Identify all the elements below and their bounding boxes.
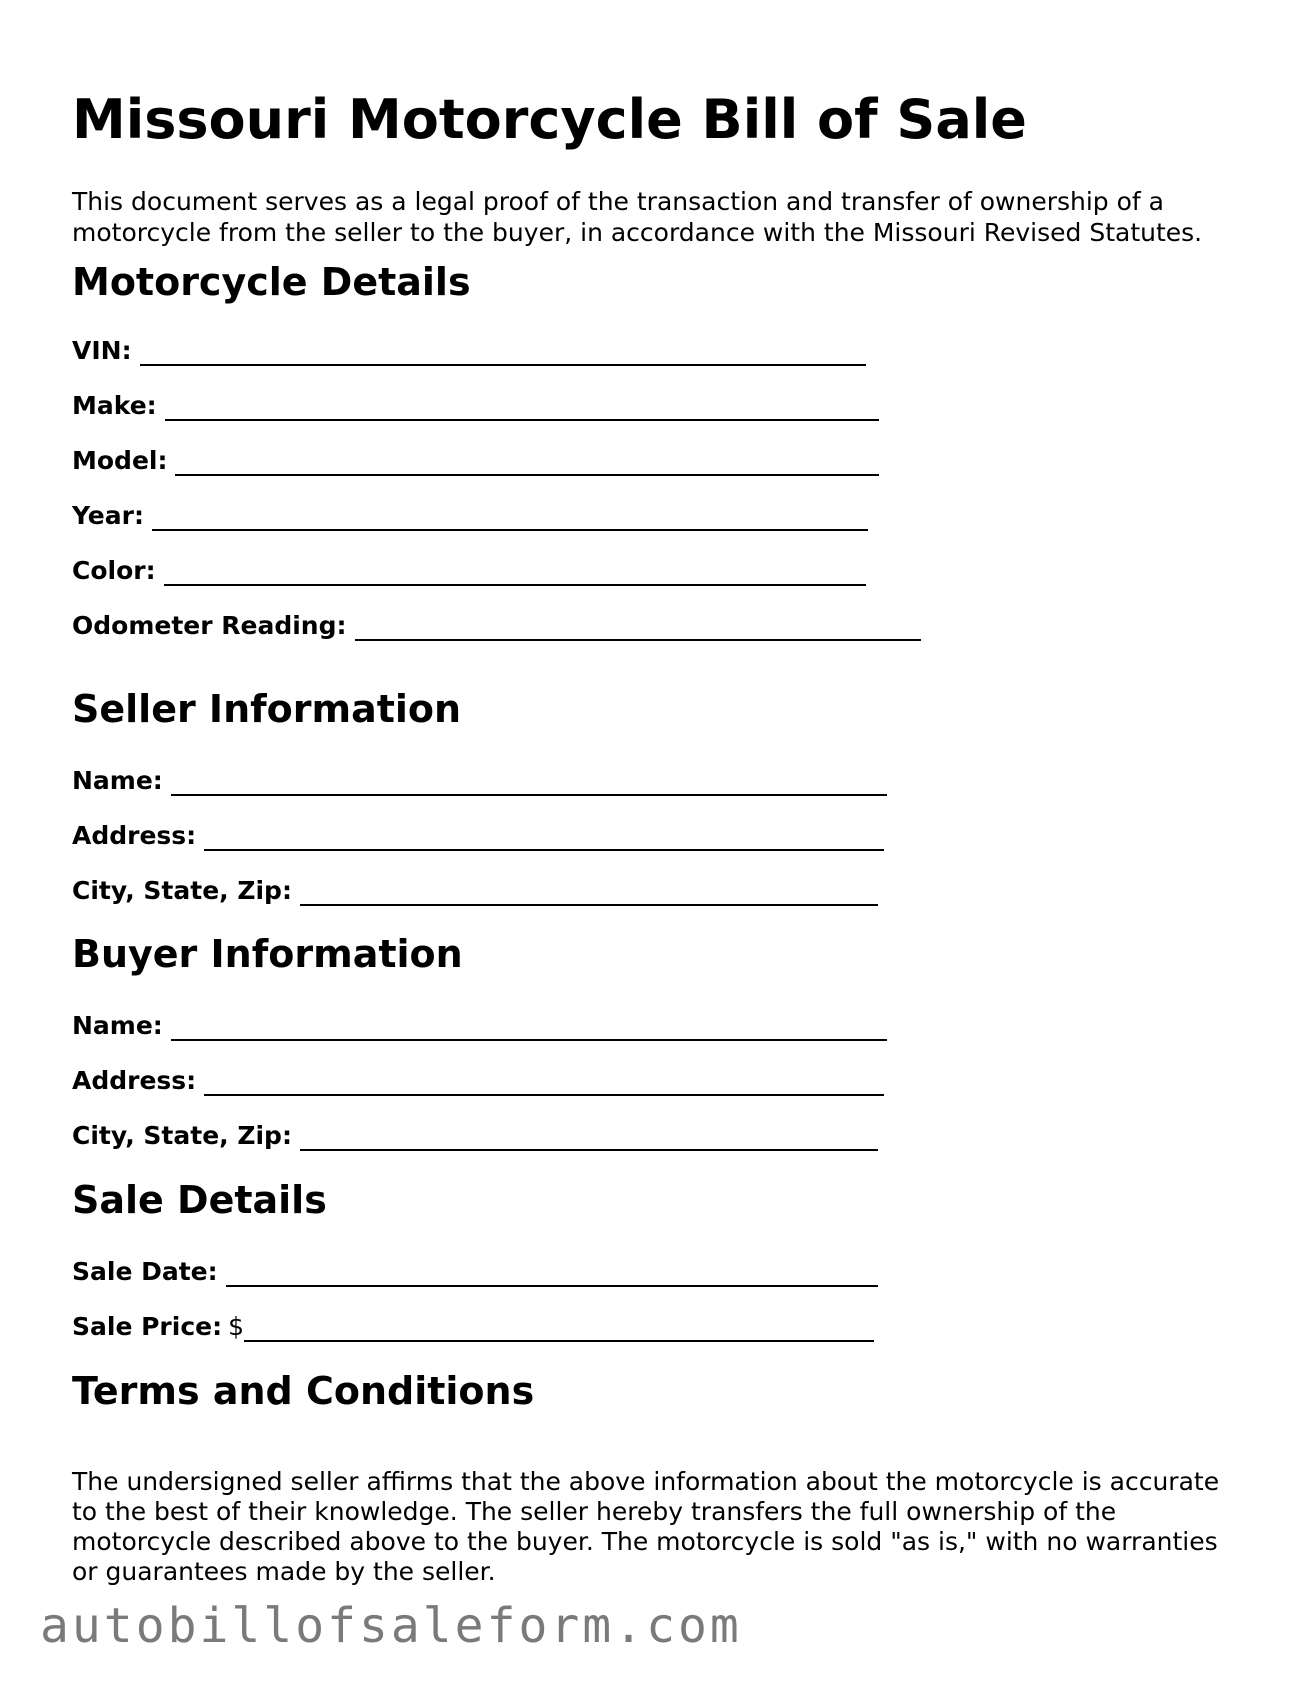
buyer-city-label: City, State, Zip:: [72, 1121, 292, 1150]
year-label: Year:: [72, 501, 144, 530]
seller-address-blank-line[interactable]: [204, 821, 884, 851]
seller-city-label: City, State, Zip:: [72, 876, 292, 905]
sale-price-currency: $: [228, 1312, 245, 1341]
sale-price-field: [72, 1306, 874, 1342]
make-label: Make:: [72, 391, 157, 420]
sale-date-label: Sale Date:: [72, 1257, 218, 1286]
buyer-address-field: [72, 1060, 884, 1096]
buyer-city-field: [72, 1115, 878, 1151]
sale-price-label: Sale Price:: [72, 1312, 223, 1341]
vin-field: [72, 330, 866, 366]
odometer-label: Odometer Reading:: [72, 611, 347, 640]
make-blank-line[interactable]: [165, 391, 879, 421]
seller-information-heading: Seller Information: [72, 687, 462, 731]
terms-heading: Terms and Conditions: [72, 1369, 535, 1413]
buyer-name-field: [72, 1005, 887, 1041]
model-field: [72, 440, 879, 476]
watermark-text: autobillofsaleform.com: [40, 1598, 742, 1654]
vin-blank-line[interactable]: [140, 336, 866, 366]
seller-city-blank-line[interactable]: [300, 876, 878, 906]
sale-price-blank-line[interactable]: [244, 1312, 874, 1342]
document-title: Missouri Motorcycle Bill of Sale: [72, 88, 1027, 151]
buyer-name-label: Name:: [72, 1011, 163, 1040]
seller-name-label: Name:: [72, 766, 163, 795]
buyer-address-label: Address:: [72, 1066, 197, 1095]
year-blank-line[interactable]: [152, 501, 868, 531]
seller-name-field: [72, 760, 887, 796]
make-field: [72, 385, 879, 421]
buyer-city-blank-line[interactable]: [300, 1121, 878, 1151]
sale-date-blank-line[interactable]: [226, 1257, 878, 1287]
buyer-name-blank-line[interactable]: [171, 1011, 887, 1041]
intro-paragraph: This document serves as a legal proof of the transaction and transfer of ownership of a motorcycle from the seller to the buyer, in accordance with the Missouri Revised Statutes.: [72, 187, 1203, 247]
color-label: Color:: [72, 556, 156, 585]
buyer-information-heading: Buyer Information: [72, 932, 463, 976]
model-blank-line[interactable]: [175, 446, 879, 476]
seller-city-field: [72, 870, 878, 906]
model-label: Model:: [72, 446, 168, 475]
vin-label: VIN:: [72, 336, 132, 365]
sale-details-heading: Sale Details: [72, 1178, 327, 1222]
buyer-address-blank-line[interactable]: [204, 1066, 884, 1096]
odometer-blank-line[interactable]: [355, 611, 921, 641]
seller-name-blank-line[interactable]: [171, 766, 887, 796]
odometer-field: [72, 605, 921, 641]
year-field: [72, 495, 868, 531]
color-field: [72, 550, 866, 586]
motorcycle-details-heading: Motorcycle Details: [72, 260, 471, 304]
sale-date-field: [72, 1251, 878, 1287]
color-blank-line[interactable]: [164, 556, 866, 586]
seller-address-field: [72, 815, 884, 851]
seller-address-label: Address:: [72, 821, 197, 850]
terms-paragraph: The undersigned seller affirms that the above information about the motorcycle is accurate to the best of their knowledge. The seller hereby transfers the full ownership of the motorcycle described above to the buyer. The motorcycle is sold "as is," with no warranties or guarantees made by the seller.: [72, 1467, 1220, 1586]
